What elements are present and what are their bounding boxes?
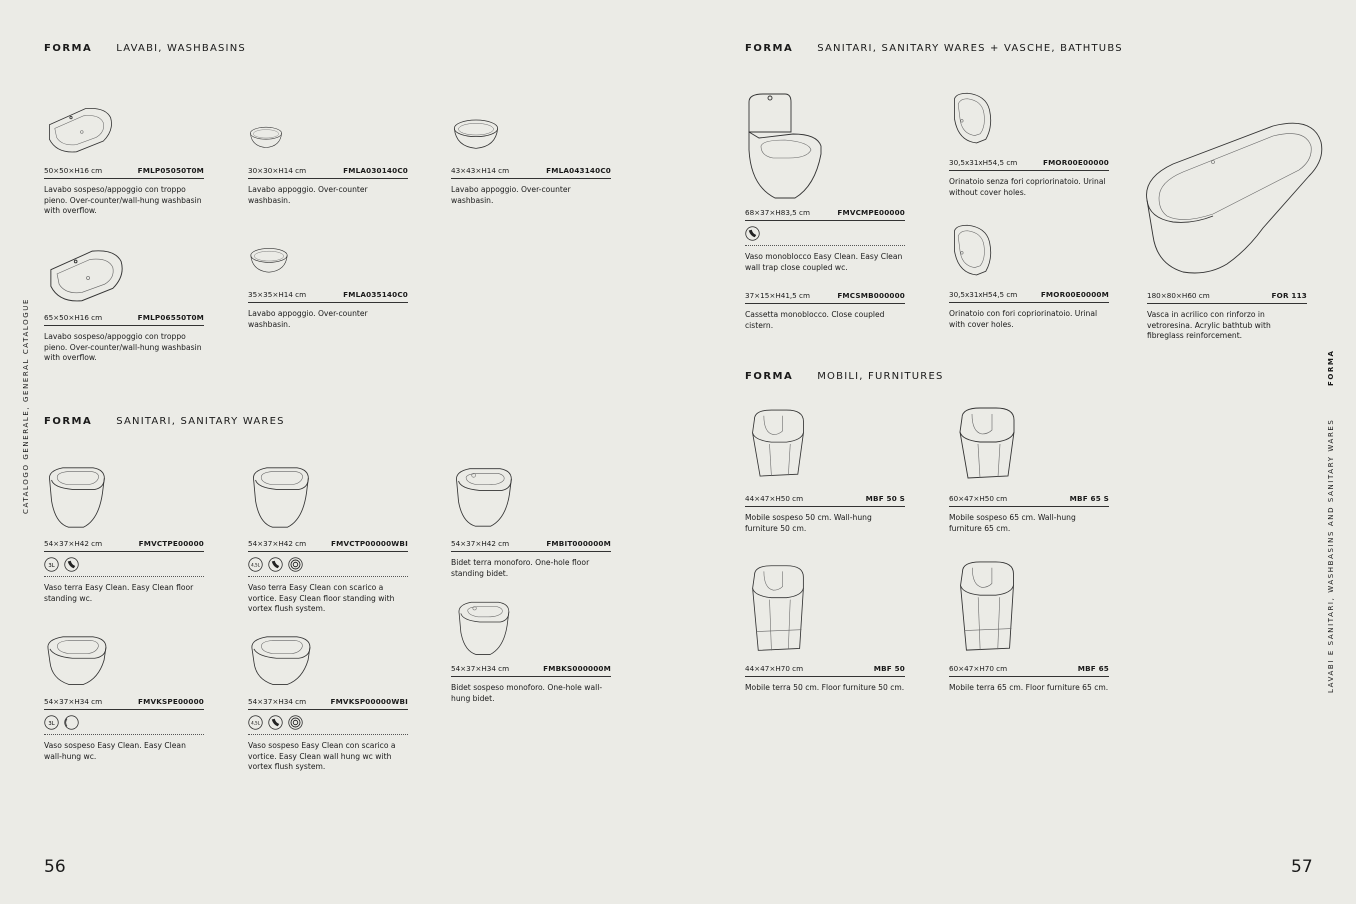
bidet-wall-drawing [451,598,517,658]
vortex-flush-icon [288,557,303,572]
product-code: FMVCMPE00000 [837,208,905,217]
dimensions: 54×37×H42 cm [248,539,307,548]
description: Mobile terra 65 cm. Floor furniture 65 cm. [949,683,1109,692]
bidet-floor-drawing [451,462,517,532]
description: Cassetta monoblocco. Close coupled cistern. [745,310,885,330]
description: Orinatoio con fori copriorinatoio. Urinal with cover holes. [949,309,1098,329]
water-3l-icon [44,557,59,572]
dimensions: 54×37×H34 cm [44,697,103,706]
description: Vaso monoblocco Easy Clean. Easy Clean wall trap close coupled wc. [745,252,903,272]
product-code: FMVCTPE00000 [138,539,204,548]
product-code: FMOR00E00000 [1042,158,1109,167]
description: Vaso sospeso Easy Clean con scarico a vortice. Easy Clean wall hung wc with vortex flush system. [248,741,396,771]
description: Lavabo sospeso/appoggio con troppo pieno. Over-counter/wall-hung washbasin with overflow. [44,332,202,362]
dimensions: 54×37×H42 cm [44,539,103,548]
description: Vaso terra Easy Clean con scarico a vortice. Easy Clean floor standing with vortex flush system. [248,583,395,613]
brand-label: FORMA [44,43,93,54]
description: Lavabo appoggio. Over-counter washbasin. [451,185,571,205]
dimensions: 37×15×H41,5 cm [745,291,810,300]
easy-clean-icon [268,715,283,730]
description: Lavabo sospeso/appoggio con troppo pieno. Over-counter/wall-hung washbasin with overflow. [44,185,202,215]
product-code: FMLP06550T0M [137,313,204,322]
feature-icons [248,710,408,735]
brand-label: FORMA [44,416,93,427]
description: Mobile sospeso 50 cm. Wall-hung furniture 50 cm. [745,513,872,533]
washbasin-round-drawing [248,246,290,276]
dimensions: 35×35×H14 cm [248,290,307,299]
brand-label: FORMA [745,43,794,54]
section-label: MOBILI, FURNITURES [817,371,944,382]
feature-icons [745,221,905,246]
description: Mobile sospeso 65 cm. Wall-hung furniture 65 cm. [949,513,1076,533]
description: Vaso terra Easy Clean. Easy Clean floor standing wc. [44,583,194,603]
section-label: LAVABI, WASHBASINS [116,43,246,54]
urinal-drawing [949,222,995,280]
product-code: MBF 50 S [865,494,905,503]
product-code: FMVKSP00000WBI [330,697,408,706]
dimensions: 54×37×H34 cm [451,664,510,673]
brand-label: FORMA [745,371,794,382]
water-3l-icon [44,715,59,730]
cabinet-floor-drawing [949,558,1025,656]
easy-clean-icon [64,557,79,572]
product-code: FMVCTP00000WBI [331,539,408,548]
description: Orinatoio senza fori copriorinatoio. Urinal without cover holes. [949,177,1106,197]
dimensions: 44×47×H70 cm [745,664,804,673]
dimensions: 180×80×H60 cm [1147,291,1210,300]
dimensions: 44×47×H50 cm [745,494,804,503]
description: Vasca in acrilico con rinforzo in vetroresina. Acrylic bathtub with fibreglass reinforcement. [1147,310,1271,340]
description: Bidet sospeso monoforo. One-hole wall-hung bidet. [451,683,603,703]
svg-text:4,5L: 4,5L [251,720,260,726]
bathtub-drawing [1143,118,1327,276]
cabinet-wall-drawing [745,404,811,484]
product-code: MBF 65 [1077,664,1109,673]
feature-icons [44,710,204,735]
dimensions: 30,5x31xH54,5 cm [949,290,1018,299]
svg-text:3L: 3L [48,562,55,569]
easy-clean-icon [268,557,283,572]
close-coupled-wc-drawing [745,90,825,202]
dimensions: 50×50×H16 cm [44,166,103,175]
water-4-5l-icon [248,715,263,730]
spine-right-title: LAVABI E SANITARI, WASHBASINS AND SANITARY WARES [1327,418,1335,693]
dimensions: 60×47×H50 cm [949,494,1008,503]
dimensions: 43×43×H14 cm [451,166,510,175]
product-code: FMCSMB000000 [837,291,905,300]
dimensions: 30,5x31xH54,5 cm [949,158,1018,167]
description: Mobile terra 50 cm. Floor furniture 50 cm. [745,683,905,692]
wc-wall-drawing [44,634,110,690]
product-code: FMVKSPE00000 [138,697,204,706]
svg-text:4,5L: 4,5L [251,562,260,568]
product-code: FMOR00E0000M [1040,290,1109,299]
product-code: FMLA030140C0 [343,166,408,175]
water-4-5l-icon [248,557,263,572]
washbasin-wall-drawing [44,105,116,159]
flush-icon [64,715,79,730]
description: Lavabo appoggio. Over-counter washbasin. [248,185,368,205]
section-washbasins-title [44,43,246,54]
section-sanitary-title [44,416,285,427]
product-code: FMLA035140C0 [343,290,408,299]
product-code: FMBIT000000M [546,539,611,548]
dimensions: 30×30×H14 cm [248,166,307,175]
dimensions: 65×50×H16 cm [44,313,103,322]
page-number-left: 56 [44,857,66,877]
product-code: FOR 113 [1271,291,1307,300]
washbasin-round-drawing [248,126,284,150]
easy-clean-icon [745,226,760,241]
section-sanitary-bath-title [745,43,1123,54]
spine-left: CATALOGO GENERALE, GENERAL CATALOGUE [22,297,30,514]
product-code: FMBKS000000M [543,664,611,673]
section-label: SANITARI, SANITARY WARES + VASCHE, BATHTUBS [817,43,1123,54]
wc-wall-drawing [248,634,314,690]
product-code: FMLA043140C0 [546,166,611,175]
dimensions: 68×37×H83,5 cm [745,208,810,217]
dimensions: 54×37×H42 cm [451,539,510,548]
description: Bidet terra monoforo. One-hole floor standing bidet. [451,558,590,578]
washbasin-wall-drawing [44,247,128,309]
description: Vaso sospeso Easy Clean. Easy Clean wall-hung wc. [44,741,186,761]
svg-text:3L: 3L [48,720,55,727]
section-label: SANITARI, SANITARY WARES [116,416,285,427]
product-code: MBF 65 S [1069,494,1109,503]
cabinet-floor-drawing [745,562,811,656]
wc-floor-drawing [44,462,110,532]
vortex-flush-icon [288,715,303,730]
product-code: FMLP05050T0M [137,166,204,175]
feature-icons [248,552,408,577]
page-number-right: 57 [1291,857,1313,877]
section-furniture-title [745,371,944,382]
feature-icons [44,552,204,577]
washbasin-round-drawing [451,118,501,152]
product-code: MBF 50 [873,664,905,673]
cabinet-wall-drawing [949,404,1025,484]
dimensions: 60×47×H70 cm [949,664,1008,673]
urinal-drawing [949,90,995,148]
wc-floor-drawing [248,462,314,532]
description: Lavabo appoggio. Over-counter washbasin. [248,309,368,329]
spine-right-brand: FORMA [1327,349,1335,386]
dimensions: 54×37×H34 cm [248,697,307,706]
